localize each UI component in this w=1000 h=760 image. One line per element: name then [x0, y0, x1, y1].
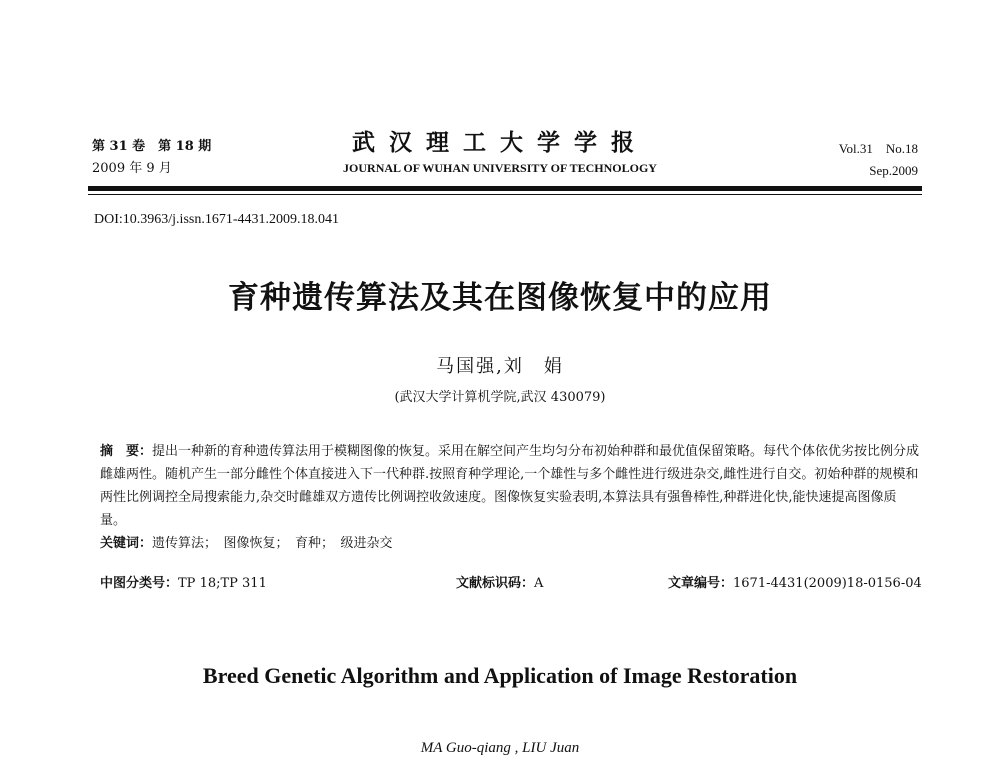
classification-row: [100, 572, 920, 594]
affiliation-cn: (武汉大学计算机学院,武汉 430079): [394, 390, 606, 405]
journal-name-cn: 武汉理工大学学报: [352, 129, 648, 156]
clc-label: 中图分类号：: [100, 576, 179, 591]
paper-title-cn: 育种遗传算法及其在图像恢复中的应用: [228, 280, 772, 316]
abstract-paragraph: [100, 440, 920, 532]
doc-code-group: [456, 572, 543, 591]
clc-value: TP 18;TP 311: [178, 576, 267, 591]
article-no-group: [668, 572, 922, 591]
article-no-value: 1671-4431(2009)18-0156-04: [733, 576, 922, 591]
header-rule-thin: [88, 194, 922, 195]
abstract-label: 摘 要：: [100, 444, 153, 459]
issue-date-cn: 2009 年 9 月: [92, 161, 172, 176]
volume-issue: 第 31 卷 第 18 期: [92, 139, 212, 154]
article-no-label: 文章编号：: [668, 576, 734, 591]
abstract-block: [100, 440, 920, 555]
issue-date-en: Sep.2009: [869, 163, 918, 178]
paper-title-en: Breed Genetic Algorithm and Application of Image Restoration: [202, 663, 798, 688]
header-rule-thick: [88, 186, 922, 191]
authors-en: MA Guo-qiang , LIU Juan: [420, 740, 580, 756]
doc-code-label: 文献标识码：: [456, 576, 535, 591]
keywords-text: 遗传算法； 图像恢复； 育种； 级进杂交: [152, 536, 393, 551]
volume-issue-en-block: [839, 138, 918, 182]
journal-name-en: JOURNAL OF WUHAN UNIVERSITY OF TECHNOLOGY: [343, 161, 657, 175]
keywords-label: 关键词：: [100, 536, 153, 551]
abstract-text: 提出一种新的育种遗传算法用于模糊图像的恢复。采用在解空间产生均匀分布初始种群和最优值保留策略。每代个体依优劣按比例分成雌雄两性。随机产生一部分雌性个体直接进入下一代种群.按照育种学理论,一个雄性与多个雌性进行级进杂交,雌性进行自交。初始种群的规模和两性比例调控全局搜索能力,杂交时雌雄双方遗传比例调控收敛速度。图像恢复实验表明,本算法具有强鲁棒性,种群进化快,能快速提高图像质量。: [100, 444, 920, 528]
doi: DOI:10.3963/j.issn.1671-4431.2009.18.041: [94, 212, 339, 227]
clc-group: [100, 572, 267, 591]
volume-number-en: Vol.31 No.18: [838, 141, 918, 156]
doc-code-value: A: [534, 576, 544, 591]
keywords-line: [100, 532, 920, 555]
authors-cn: 马国强,刘 娟: [436, 356, 564, 377]
